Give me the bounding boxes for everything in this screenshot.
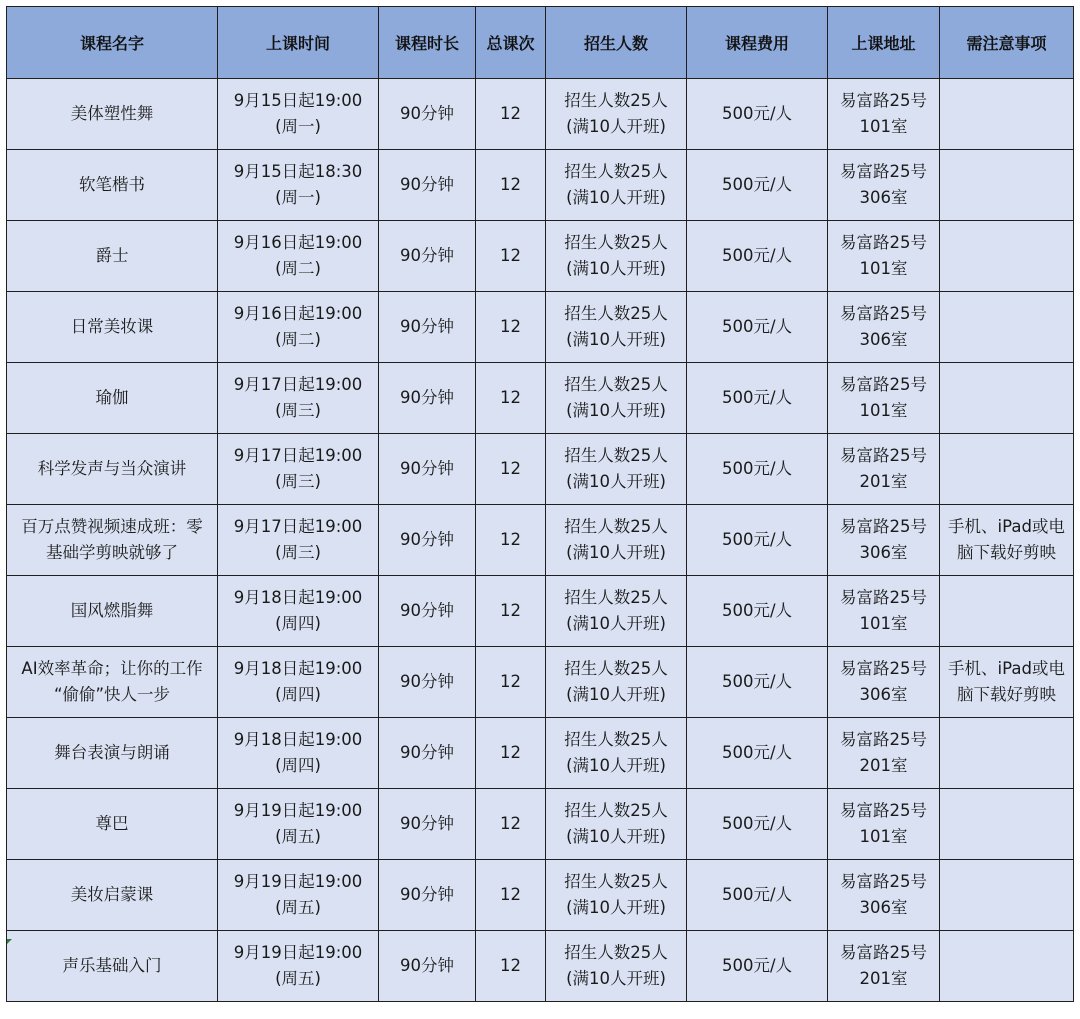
course-name-cell: 爵士 xyxy=(7,221,218,292)
class-time-cell: 9月16日起19:00 (周二) xyxy=(218,292,379,363)
header-enrollment: 招生人数 xyxy=(546,7,687,79)
notes-cell xyxy=(940,860,1074,931)
course-schedule-table xyxy=(6,6,1074,1002)
duration-cell: 90分钟 xyxy=(379,789,476,860)
duration-cell: 90分钟 xyxy=(379,434,476,505)
table-row xyxy=(7,363,1074,434)
notes-cell xyxy=(940,931,1074,1002)
notes-cell xyxy=(940,221,1074,292)
fee-cell: 500元/人 xyxy=(687,79,828,150)
duration-cell: 90分钟 xyxy=(379,363,476,434)
enrollment-cell: 招生人数25人 (满10人开班) xyxy=(546,292,687,363)
course-name-cell: 软笔楷书 xyxy=(7,150,218,221)
table-row xyxy=(7,718,1074,789)
table-row xyxy=(7,150,1074,221)
enrollment-cell: 招生人数25人 (满10人开班) xyxy=(546,363,687,434)
enrollment-cell: 招生人数25人 (满10人开班) xyxy=(546,718,687,789)
sessions-cell: 12 xyxy=(476,576,546,647)
table-row xyxy=(7,292,1074,363)
header-total-sessions: 总课次 xyxy=(476,7,546,79)
table-row xyxy=(7,860,1074,931)
header-class-time: 上课时间 xyxy=(218,7,379,79)
table-row xyxy=(7,647,1074,718)
address-cell: 易富路25号 201室 xyxy=(828,718,940,789)
notes-cell: 手机、iPad或电 脑下载好剪映 xyxy=(940,505,1074,576)
address-cell: 易富路25号 306室 xyxy=(828,292,940,363)
duration-cell: 90分钟 xyxy=(379,150,476,221)
address-cell: 易富路25号 101室 xyxy=(828,79,940,150)
address-cell: 易富路25号 306室 xyxy=(828,150,940,221)
enrollment-cell: 招生人数25人 (满10人开班) xyxy=(546,79,687,150)
notes-cell xyxy=(940,434,1074,505)
table-row xyxy=(7,789,1074,860)
sessions-cell: 12 xyxy=(476,931,546,1002)
address-cell: 易富路25号 101室 xyxy=(828,576,940,647)
class-time-cell: 9月17日起19:00 (周三) xyxy=(218,505,379,576)
class-time-cell: 9月19日起19:00 (周五) xyxy=(218,860,379,931)
notes-cell xyxy=(940,79,1074,150)
duration-cell: 90分钟 xyxy=(379,221,476,292)
fee-cell: 500元/人 xyxy=(687,221,828,292)
enrollment-cell: 招生人数25人 (满10人开班) xyxy=(546,647,687,718)
fee-cell: 500元/人 xyxy=(687,718,828,789)
enrollment-cell: 招生人数25人 (满10人开班) xyxy=(546,150,687,221)
class-time-cell: 9月17日起19:00 (周三) xyxy=(218,434,379,505)
notes-cell xyxy=(940,789,1074,860)
class-time-cell: 9月18日起19:00 (周四) xyxy=(218,647,379,718)
notes-cell xyxy=(940,363,1074,434)
duration-cell: 90分钟 xyxy=(379,931,476,1002)
sessions-cell: 12 xyxy=(476,79,546,150)
sessions-cell: 12 xyxy=(476,789,546,860)
fee-cell: 500元/人 xyxy=(687,434,828,505)
enrollment-cell: 招生人数25人 (满10人开班) xyxy=(546,931,687,1002)
notes-cell xyxy=(940,292,1074,363)
class-time-cell: 9月18日起19:00 (周四) xyxy=(218,576,379,647)
table-row xyxy=(7,79,1074,150)
sessions-cell: 12 xyxy=(476,718,546,789)
fee-cell: 500元/人 xyxy=(687,150,828,221)
class-time-cell: 9月19日起19:00 (周五) xyxy=(218,789,379,860)
sessions-cell: 12 xyxy=(476,505,546,576)
enrollment-cell: 招生人数25人 (满10人开班) xyxy=(546,434,687,505)
class-time-cell: 9月18日起19:00 (周四) xyxy=(218,718,379,789)
class-time-cell: 9月15日起19:00 (周一) xyxy=(218,79,379,150)
fee-cell: 500元/人 xyxy=(687,789,828,860)
notes-cell xyxy=(940,576,1074,647)
class-time-cell: 9月17日起19:00 (周三) xyxy=(218,363,379,434)
sessions-cell: 12 xyxy=(476,434,546,505)
course-name-cell: AI效率革命；让你的工作 “偷偷”快人一步 xyxy=(7,647,218,718)
address-cell: 易富路25号 201室 xyxy=(828,434,940,505)
sessions-cell: 12 xyxy=(476,860,546,931)
notes-cell xyxy=(940,150,1074,221)
course-name-cell: 舞台表演与朗诵 xyxy=(7,718,218,789)
duration-cell: 90分钟 xyxy=(379,718,476,789)
course-name-cell: 声乐基础入门 xyxy=(7,931,218,1002)
enrollment-cell: 招生人数25人 (满10人开班) xyxy=(546,576,687,647)
course-name-cell: 国风燃脂舞 xyxy=(7,576,218,647)
sessions-cell: 12 xyxy=(476,221,546,292)
course-name-cell: 百万点赞视频速成班：零 基础学剪映就够了 xyxy=(7,505,218,576)
header-notes: 需注意事项 xyxy=(940,7,1074,79)
fee-cell: 500元/人 xyxy=(687,576,828,647)
duration-cell: 90分钟 xyxy=(379,505,476,576)
address-cell: 易富路25号 306室 xyxy=(828,860,940,931)
fee-cell: 500元/人 xyxy=(687,292,828,363)
enrollment-cell: 招生人数25人 (满10人开班) xyxy=(546,789,687,860)
address-cell: 易富路25号 101室 xyxy=(828,221,940,292)
course-name-cell: 尊巴 xyxy=(7,789,218,860)
enrollment-cell: 招生人数25人 (满10人开班) xyxy=(546,221,687,292)
header-duration: 课程时长 xyxy=(379,7,476,79)
fee-cell: 500元/人 xyxy=(687,363,828,434)
header-row xyxy=(7,7,1074,79)
enrollment-cell: 招生人数25人 (满10人开班) xyxy=(546,860,687,931)
header-address: 上课地址 xyxy=(828,7,940,79)
course-name-cell: 美妆启蒙课 xyxy=(7,860,218,931)
address-cell: 易富路25号 101室 xyxy=(828,363,940,434)
sessions-cell: 12 xyxy=(476,292,546,363)
notes-cell: 手机、iPad或电 脑下载好剪映 xyxy=(940,647,1074,718)
course-name-cell: 美体塑性舞 xyxy=(7,79,218,150)
address-cell: 易富路25号 201室 xyxy=(828,931,940,1002)
duration-cell: 90分钟 xyxy=(379,576,476,647)
sessions-cell: 12 xyxy=(476,363,546,434)
address-cell: 易富路25号 306室 xyxy=(828,647,940,718)
duration-cell: 90分钟 xyxy=(379,860,476,931)
course-name-cell: 日常美妆课 xyxy=(7,292,218,363)
duration-cell: 90分钟 xyxy=(379,292,476,363)
course-name-cell: 瑜伽 xyxy=(7,363,218,434)
fee-cell: 500元/人 xyxy=(687,860,828,931)
sessions-cell: 12 xyxy=(476,647,546,718)
table-row xyxy=(7,576,1074,647)
duration-cell: 90分钟 xyxy=(379,79,476,150)
fee-cell: 500元/人 xyxy=(687,647,828,718)
table-row xyxy=(7,505,1074,576)
class-time-cell: 9月19日起19:00 (周五) xyxy=(218,931,379,1002)
fee-cell: 500元/人 xyxy=(687,931,828,1002)
table-row xyxy=(7,434,1074,505)
fee-cell: 500元/人 xyxy=(687,505,828,576)
address-cell: 易富路25号 101室 xyxy=(828,789,940,860)
header-course-name: 课程名字 xyxy=(7,7,218,79)
course-name-cell: 科学发声与当众演讲 xyxy=(7,434,218,505)
enrollment-cell: 招生人数25人 (满10人开班) xyxy=(546,505,687,576)
class-time-cell: 9月16日起19:00 (周二) xyxy=(218,221,379,292)
address-cell: 易富路25号 306室 xyxy=(828,505,940,576)
class-time-cell: 9月15日起18:30 (周一) xyxy=(218,150,379,221)
header-fee: 课程费用 xyxy=(687,7,828,79)
sessions-cell: 12 xyxy=(476,150,546,221)
duration-cell: 90分钟 xyxy=(379,647,476,718)
table-row xyxy=(7,221,1074,292)
cell-corner-marker xyxy=(7,939,12,944)
notes-cell xyxy=(940,718,1074,789)
table-row xyxy=(7,931,1074,1002)
